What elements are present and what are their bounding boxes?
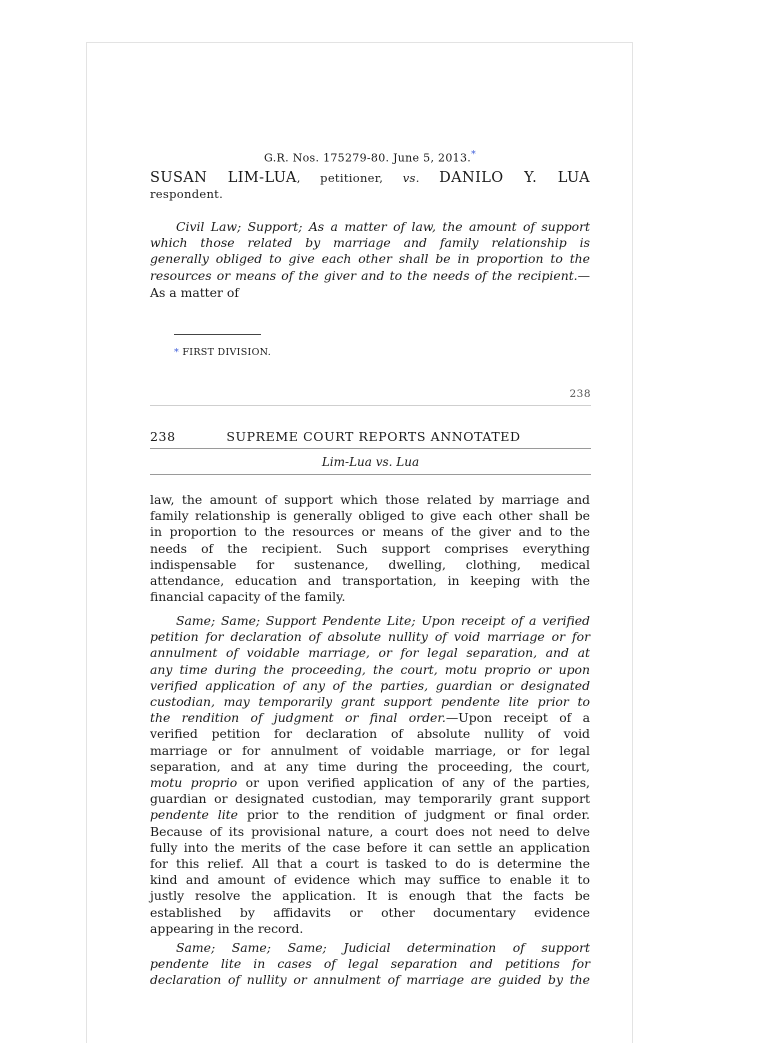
- body-line: Same; Same; Support Pendente Lite; Upon receipt of a verified: [176, 613, 590, 628]
- syllabus-line: generally obliged to give each other shall be in proportion to the: [150, 251, 590, 267]
- gr-footnote-marker[interactable]: *: [471, 149, 476, 160]
- body-line: appearing in the record.: [150, 920, 304, 936]
- footnote-text: FIRST DIVISION.: [182, 347, 272, 358]
- body-line: [150, 775, 590, 791]
- body-roman-run: —Upon receipt of a: [445, 710, 590, 726]
- footnote-marker: *: [174, 347, 180, 358]
- body-line: [150, 710, 590, 726]
- body-italic-run: motu proprio: [150, 775, 238, 791]
- body-paragraph-3: [150, 940, 590, 989]
- body-line: justly resolve the application. It is enough that the facts be: [150, 888, 590, 904]
- body-line: verified petition for declaration of absolute nullity of void: [150, 726, 590, 742]
- body-line: any time during the proceeding, the court, motu proprio or upon: [150, 661, 590, 677]
- respondent-name: DANILO Y. LUA: [439, 170, 590, 186]
- body-italic-run: pendente lite: [150, 807, 238, 823]
- page-separator: [150, 405, 591, 406]
- body-line: fully into the merits of the case before it can settle an application: [150, 839, 590, 855]
- parties-line: [150, 170, 590, 186]
- gr-number-line: [150, 149, 590, 165]
- syllabus-line: which those related by marriage and family relationship is: [150, 235, 590, 251]
- header-page-number: 238: [150, 429, 176, 444]
- versus-label: vs.: [402, 171, 420, 185]
- body-line: [150, 807, 590, 823]
- body-line: petition for declaration of absolute nullity of void marriage or for: [150, 629, 590, 645]
- header-title: SUPREME COURT REPORTS ANNOTATED: [226, 429, 521, 444]
- body-line: marriage or for annulment of voidable marriage, or for legal: [150, 742, 590, 758]
- petitioner-role: , petitioner,: [296, 171, 384, 185]
- body-italic-run: the rendition of judgment or final order.: [150, 710, 446, 726]
- footnote: [174, 347, 271, 358]
- body-line: for this relief. All that a court is tasked to do is determine the: [150, 856, 590, 872]
- parties-block: [150, 170, 590, 202]
- body-paragraph-2: [150, 613, 590, 937]
- syllabus-block: [150, 219, 590, 284]
- header-rule: [150, 448, 591, 449]
- caption-rule: [150, 474, 591, 475]
- body-line: pendente lite in cases of legal separation and petitions for: [150, 956, 590, 972]
- body-roman-run: prior to the rendition of judgment or final order.: [238, 807, 590, 823]
- body-paragraph-1: [150, 492, 590, 605]
- gr-number-text: G.R. Nos. 175279-80. June 5, 2013.: [264, 151, 472, 165]
- body-line: declaration of nullity or annulment of marriage are guided by the: [150, 972, 590, 988]
- body-line: guardian or designated custodian, may temporarily grant support: [150, 791, 590, 807]
- body-line: established by affidavits or other documentary evidence: [150, 904, 590, 920]
- body-line: separation, and at any time during the proceeding, the court,: [150, 758, 590, 774]
- body-line: Same; Same; Same; Judicial determination of support: [176, 940, 590, 955]
- body-line: law, the amount of support which those related by marriage and: [150, 492, 590, 507]
- body-line: financial capacity of the family.: [150, 589, 346, 605]
- footnote-rule: [174, 334, 261, 335]
- respondent-role: respondent.: [150, 187, 224, 202]
- body-line: in proportion to the resources or means of the giver and to the: [150, 524, 590, 540]
- body-line: custodian, may temporarily grant support pendente lite prior to: [150, 694, 590, 710]
- page-number: 238: [569, 388, 591, 400]
- body-line: kind and amount of evidence which may suffice to enable it to: [150, 872, 590, 888]
- body-line: Because of its provisional nature, a court does not need to delve: [150, 823, 590, 839]
- body-roman-run: or upon verified application of any of the parties,: [237, 775, 590, 791]
- syllabus-line: resources or means of the giver and to the needs of the recipient.—: [150, 267, 590, 283]
- body-line: needs of the recipient. Such support comprises everything: [150, 540, 590, 556]
- case-caption: Lim-Lua vs. Lua: [321, 455, 420, 469]
- syllabus-line: Civil Law; Support; As a matter of law, the amount of support: [176, 219, 590, 234]
- body-line: family relationship is generally obliged to give each other shall be: [150, 508, 590, 524]
- body-line: annulment of voidable marriage, or for legal separation, and at: [150, 645, 590, 661]
- body-line: attendance, education and transportation, in keeping with the: [150, 573, 590, 589]
- body-line: verified application of any of the parties, guardian or designated: [150, 677, 590, 693]
- petitioner-name: SUSAN LIM-LUA: [150, 170, 297, 186]
- syllabus-tail: As a matter of: [150, 285, 239, 300]
- body-line: indispensable for sustenance, dwelling, clothing, medical: [150, 556, 590, 572]
